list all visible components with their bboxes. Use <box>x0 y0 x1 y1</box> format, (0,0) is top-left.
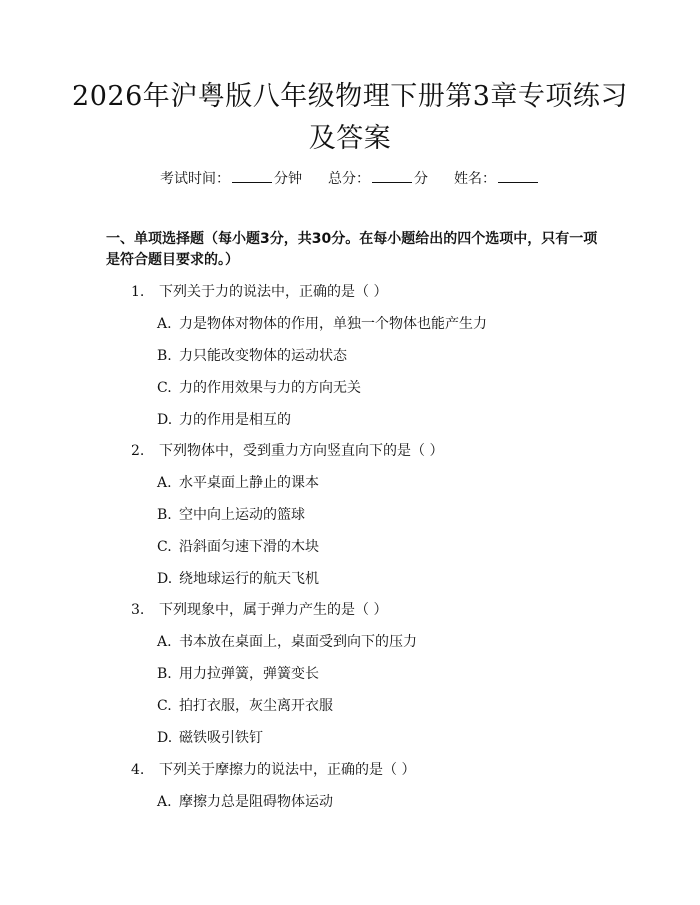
time-blank[interactable] <box>232 169 272 183</box>
question-number: 1. <box>131 284 145 300</box>
option-letter: B. <box>157 348 172 364</box>
option-text: 摩擦力总是阻碍物体运动 <box>179 794 333 810</box>
option-text: 空中向上运动的篮球 <box>179 507 305 523</box>
option-letter: A. <box>157 316 172 332</box>
question-number: 4. <box>131 762 145 778</box>
score-blank[interactable] <box>372 169 412 183</box>
option-text: 书本放在桌面上，桌面受到向下的压力 <box>179 634 417 650</box>
section-heading: 一、单项选择题（每小题3分，共30分。在每小题给出的四个选项中，只有一项是符合题目要求的。） <box>106 231 598 268</box>
question-3-option-c[interactable] <box>157 696 333 716</box>
option-text: 绕地球运行的航天飞机 <box>179 571 319 587</box>
option-letter: D. <box>157 730 173 746</box>
option-text: 水平桌面上静止的课本 <box>179 475 319 491</box>
score-label: 总分： <box>328 171 370 187</box>
option-text: 沿斜面匀速下滑的木块 <box>179 539 319 555</box>
name-label: 姓名： <box>454 171 496 187</box>
question-stem: 下列关于力的说法中，正确的是（ ） <box>159 284 388 300</box>
question-2-option-b[interactable] <box>157 505 305 525</box>
option-letter: C. <box>157 539 172 555</box>
question-1-option-a[interactable] <box>157 314 487 334</box>
option-text: 力的作用效果与力的方向无关 <box>179 380 361 396</box>
question-1-option-b[interactable] <box>157 346 347 366</box>
question-2-option-a[interactable] <box>157 473 319 493</box>
question-1-option-d[interactable] <box>157 410 291 430</box>
question-2-option-c[interactable] <box>157 537 319 557</box>
option-text: 磁铁吸引铁钉 <box>179 730 263 746</box>
question-number: 3. <box>131 602 145 618</box>
question-1 <box>131 282 387 302</box>
option-letter: B. <box>157 507 172 523</box>
option-text: 力的作用是相互的 <box>179 412 291 428</box>
question-3-option-b[interactable] <box>157 664 319 684</box>
page-title: 2026年沪粤版八年级物理下册第3章专项练习及答案 <box>72 81 628 154</box>
option-letter: D. <box>157 571 173 587</box>
option-letter: C. <box>157 380 172 396</box>
question-number: 2. <box>131 443 145 459</box>
question-4-option-a[interactable] <box>157 792 333 812</box>
question-4 <box>131 760 415 780</box>
question-stem: 下列物体中，受到重力方向竖直向下的是（ ） <box>159 443 444 459</box>
question-3-option-a[interactable] <box>157 632 417 652</box>
option-text: 用力拉弹簧，弹簧变长 <box>179 666 319 682</box>
name-blank[interactable] <box>498 169 538 183</box>
option-text: 拍打衣服，灰尘离开衣服 <box>179 698 333 714</box>
option-letter: D. <box>157 412 173 428</box>
question-1-option-c[interactable] <box>157 378 361 398</box>
option-letter: C. <box>157 698 172 714</box>
question-stem: 下列关于摩擦力的说法中，正确的是（ ） <box>159 762 416 778</box>
time-label: 考试时间： <box>160 171 230 187</box>
option-letter: A. <box>157 794 172 810</box>
exam-info-line <box>0 169 700 189</box>
time-unit: 分钟 <box>274 171 302 187</box>
question-2-option-d[interactable] <box>157 569 319 589</box>
option-text: 力是物体对物体的作用，单独一个物体也能产生力 <box>179 316 487 332</box>
question-stem: 下列现象中，属于弹力产生的是（ ） <box>159 602 388 618</box>
option-letter: A. <box>157 634 172 650</box>
question-3 <box>131 600 387 620</box>
option-letter: A. <box>157 475 172 491</box>
option-letter: B. <box>157 666 172 682</box>
question-3-option-d[interactable] <box>157 728 263 748</box>
score-unit: 分 <box>414 171 428 187</box>
question-2 <box>131 441 443 461</box>
option-text: 力只能改变物体的运动状态 <box>179 348 347 364</box>
